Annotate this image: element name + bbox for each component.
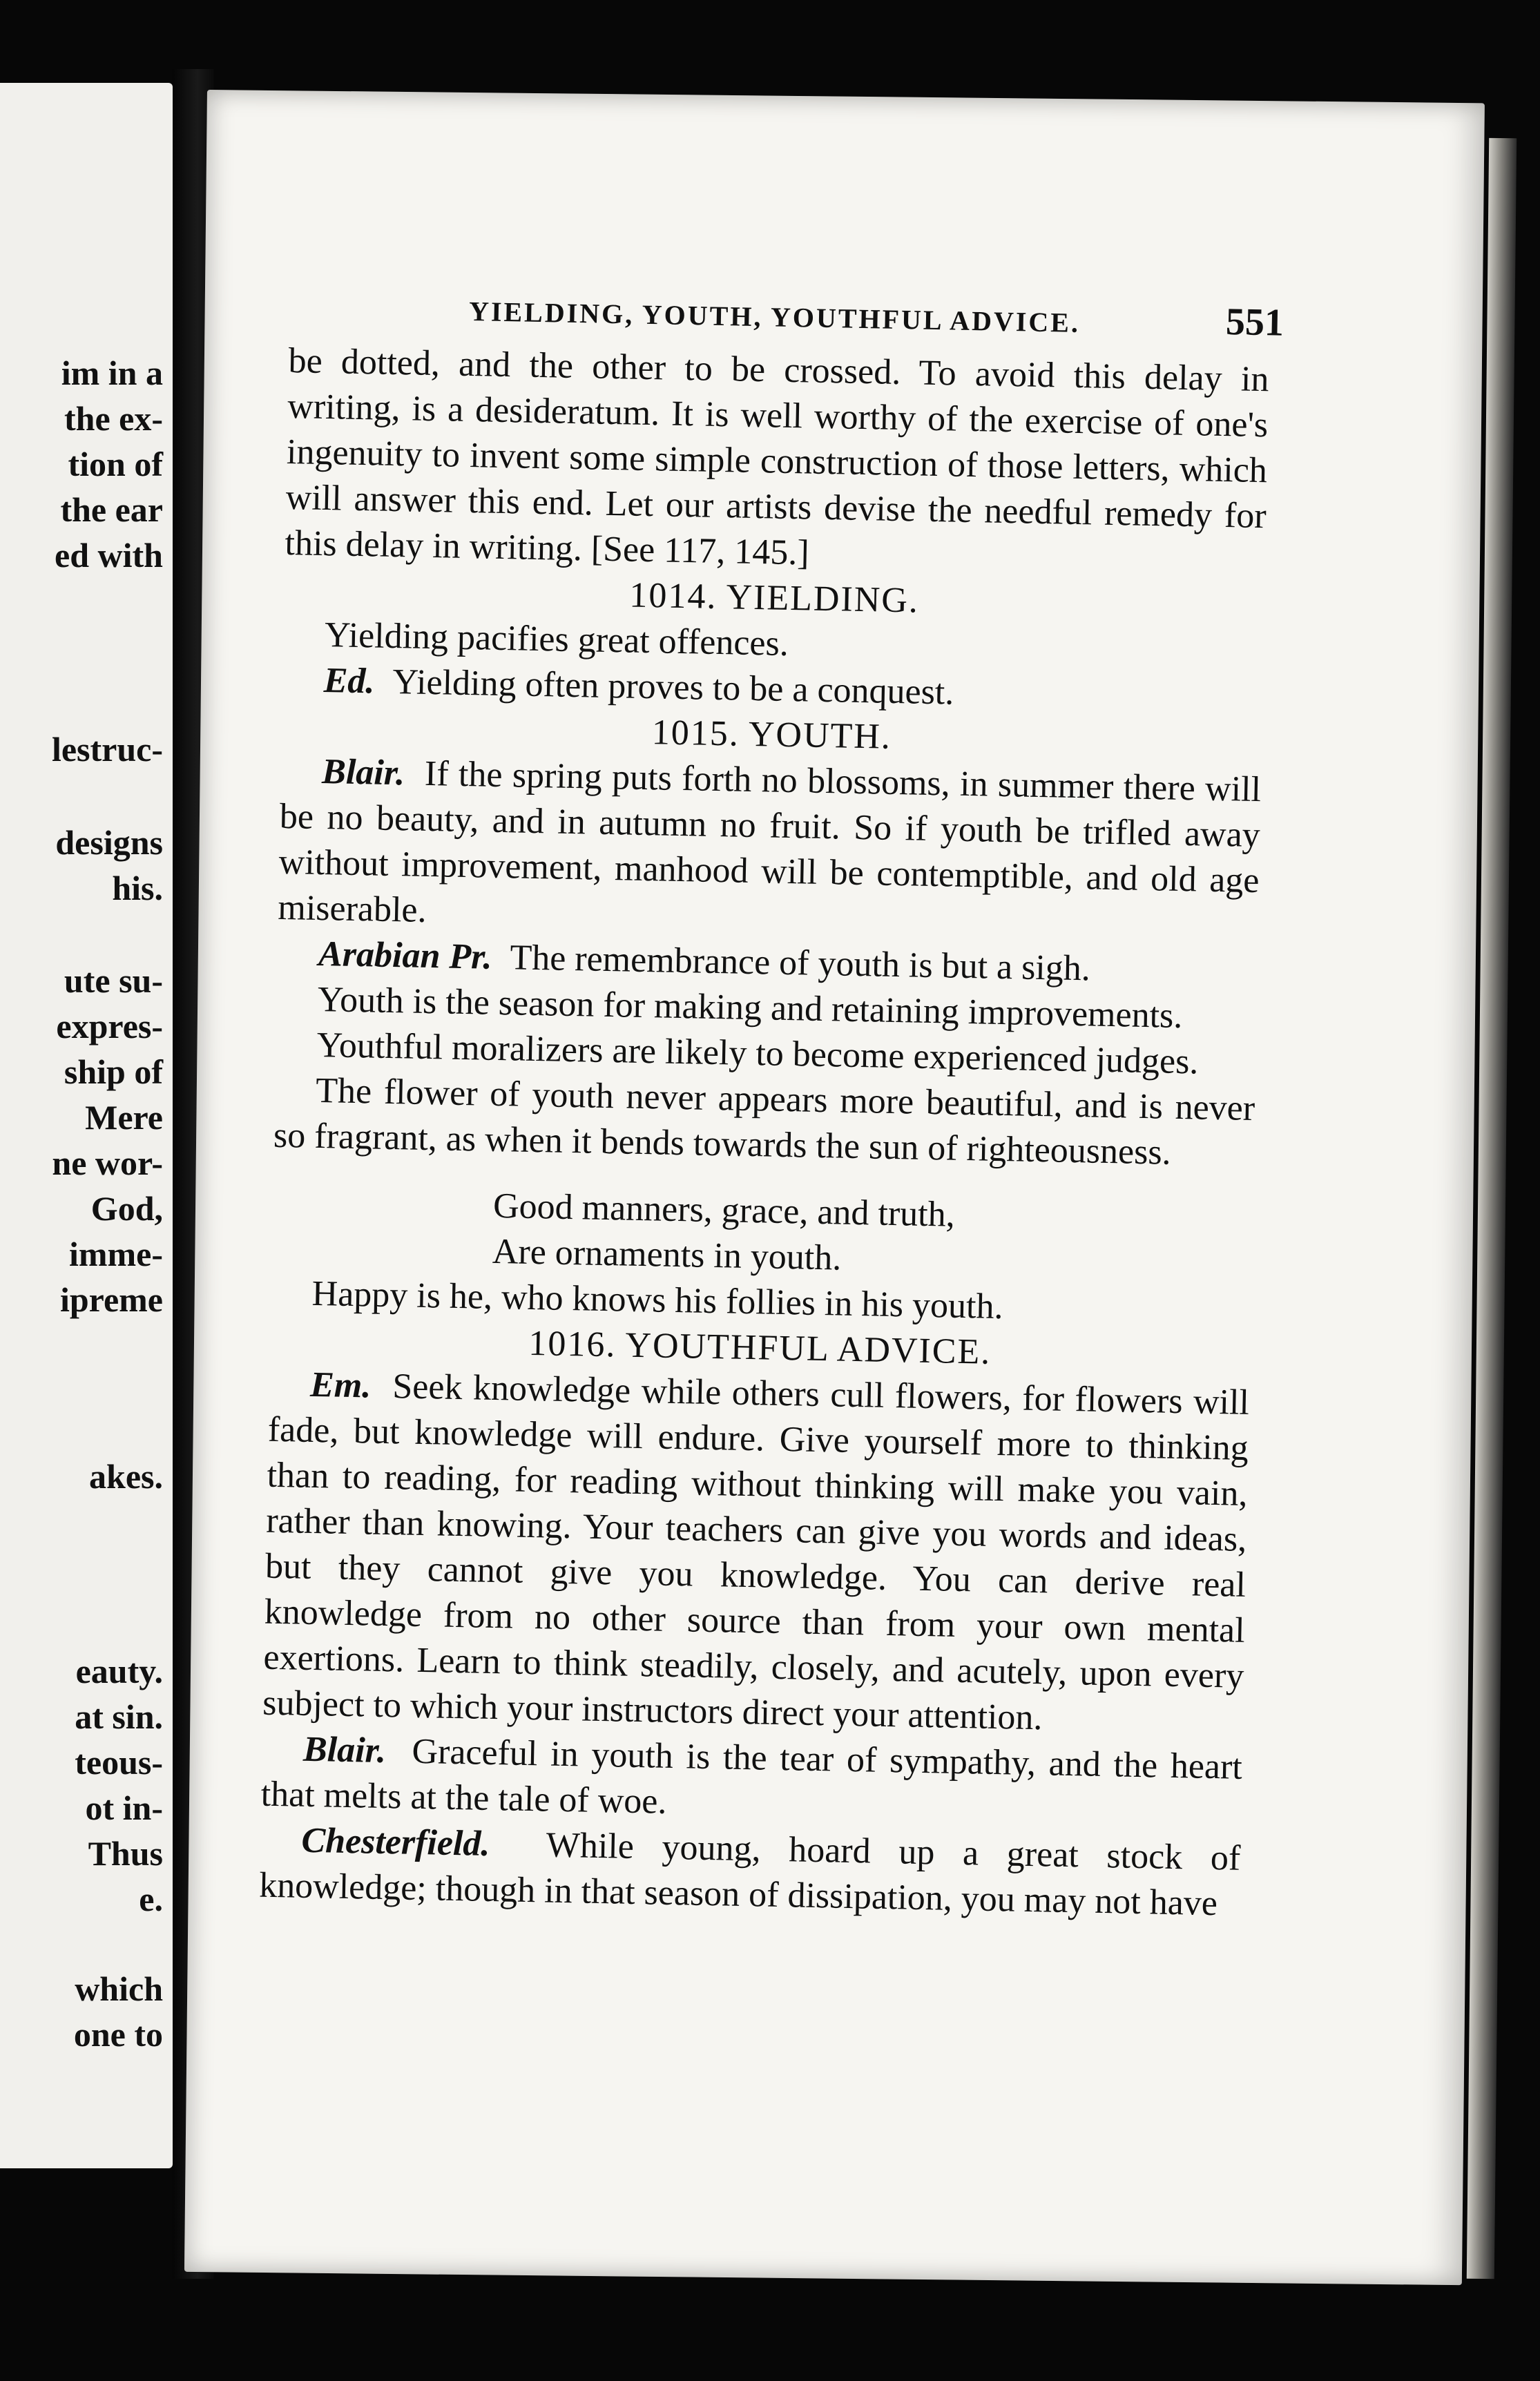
- continuation-paragraph: be dotted, and the other to be crossed. To avoid this delay in writing, is a desideratum. It is well worthy of the exercise of one's ingenuity to invent some simple construction of those letters, which will answer this end. Let our artists devise the needful remedy for this delay in writing. [See 117, 145.]: [285, 340, 1269, 573]
- left-line: the ex-: [64, 399, 163, 438]
- paragraph: Youth is the season for making and retaining improvements.: [317, 979, 1183, 1037]
- left-line: im in a: [61, 354, 163, 392]
- attribution: Blair.: [321, 752, 405, 793]
- running-head: YIELDING, YOUTH, YOUTHFUL ADVICE.: [468, 295, 1081, 338]
- paragraph-text: Seek knowledge while others cull flowers, for flowers will fade, but knowledge will endure. Give yourself more to thinking than to reading, for reading without thinking will make you vain, rather than knowing. Your teachers can give you words and ideas, but they cannot give you knowledge. You can derive real knowledge from no other source than from your own mental exertions. Learn to think steadily, closely, and acutely, upon every subject to which your instructors direct your attention.: [262, 1367, 1250, 1738]
- verse-line: Are ornaments in youth.: [492, 1231, 842, 1278]
- left-line: which: [75, 1969, 163, 2008]
- paragraph-text: Yielding often proves to be a conquest.: [392, 662, 954, 713]
- paragraph: [278, 749, 1262, 949]
- verse-line: Good manners, grace, and truth,: [492, 1186, 956, 1235]
- attribution: Arabian Pr.: [318, 934, 493, 977]
- left-page-fragment: [0, 83, 173, 2168]
- left-line: lestruc-: [51, 730, 163, 769]
- left-line: imme-: [68, 1235, 163, 1273]
- left-line: Thus: [88, 1834, 163, 1873]
- paragraph: Youthful moralizers are likely to become experienced judges.: [316, 1025, 1199, 1082]
- attribution: Chesterfield.: [300, 1820, 490, 1864]
- left-line: ship of: [64, 1052, 163, 1091]
- attribution: Em.: [309, 1365, 372, 1406]
- left-line: e.: [139, 1880, 163, 1918]
- left-line: designs: [55, 823, 163, 862]
- paragraph: The flower of youth never appears more beautiful, and is never so fragrant, as when it bends towards the sun of righteousness.: [273, 1070, 1255, 1173]
- paragraph: Happy is he, who knows his follies in his youth.: [311, 1273, 1004, 1327]
- attribution: Ed.: [323, 661, 375, 702]
- paragraph: Yielding pacifies great offences.: [324, 615, 789, 664]
- paragraph: [262, 1362, 1250, 1745]
- paragraph-text: If the spring puts forth no blossoms, in summer there will be no beauty, and in autumn no fruit. So if youth be trifled away without improvement, manhood will be contemptible, and old age miserable.: [277, 753, 1262, 930]
- paragraph-text: Graceful in youth is the tear of sympathy, and the heart that melts at the tale of woe.: [260, 1731, 1243, 1822]
- section-heading-1014: 1014. YIELDING.: [628, 575, 920, 621]
- left-line: God,: [90, 1189, 163, 1228]
- section-heading-1015: 1015. YOUTH.: [651, 713, 892, 757]
- left-line: ute su-: [64, 961, 163, 1000]
- left-line: ipreme: [59, 1280, 163, 1319]
- left-line: eauty.: [75, 1652, 163, 1690]
- page-number: 551: [1225, 300, 1284, 345]
- page-content: [258, 276, 1284, 1927]
- left-line: tion of: [68, 445, 163, 483]
- paragraph-text: The remembrance of youth is but a sigh.: [509, 938, 1091, 989]
- left-line: teous-: [75, 1743, 163, 1782]
- left-line: Mere: [85, 1098, 163, 1137]
- left-line: the ear: [60, 490, 163, 529]
- left-line: expres-: [56, 1007, 163, 1045]
- paragraph: [259, 1818, 1241, 1927]
- left-line: his.: [112, 869, 163, 907]
- attribution: Blair.: [302, 1729, 387, 1771]
- left-line: at sin.: [75, 1697, 163, 1736]
- left-line: ot in-: [85, 1789, 163, 1827]
- section-heading-1016: 1016. YOUTHFUL ADVICE.: [528, 1323, 992, 1372]
- left-line: akes.: [89, 1457, 163, 1496]
- left-line: ne wor-: [52, 1144, 163, 1182]
- paragraph-text: While young, hoard up a great stock of knowledge; though in that season of dissipation, you may not have: [258, 1825, 1241, 1924]
- left-line: ed with: [55, 536, 163, 575]
- left-line: one to: [73, 2015, 163, 2054]
